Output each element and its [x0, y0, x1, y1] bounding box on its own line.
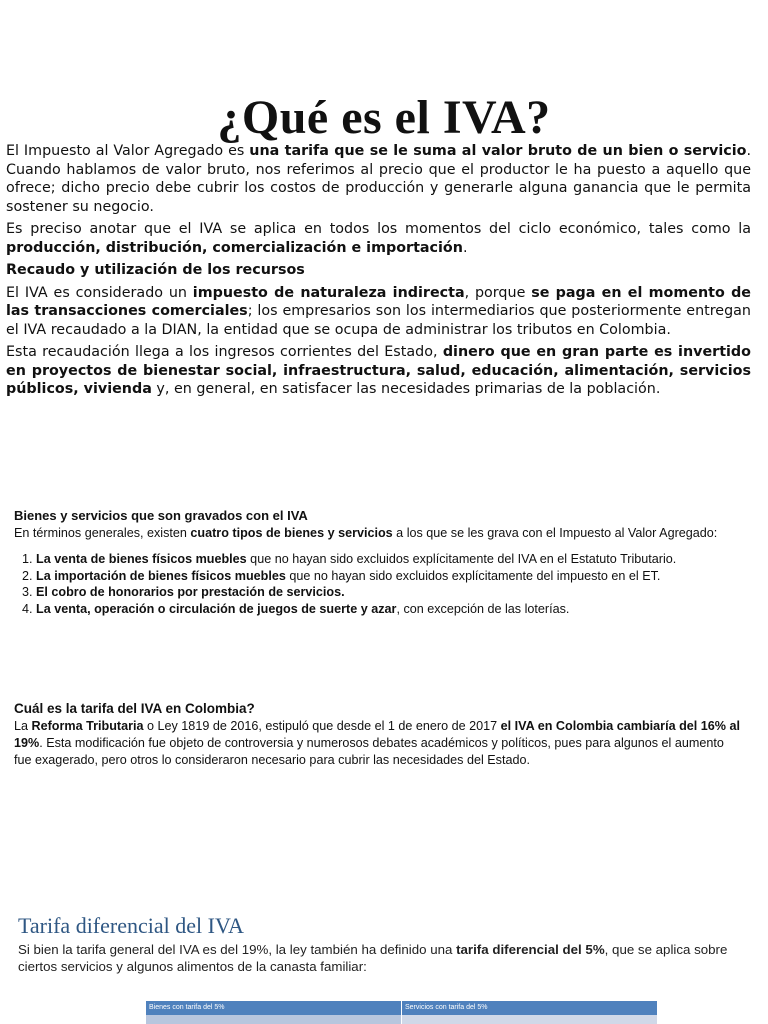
- list-item: 3. El cobro de honorarios por prestación de servicios.: [36, 584, 744, 601]
- bienes-heading: Bienes y servicios que son gravados con el IVA: [14, 508, 308, 523]
- tarifa-heading: Cuál es la tarifa del IVA en Colombia?: [14, 701, 255, 716]
- tarifa-table: [146, 1001, 658, 1024]
- recaudo-heading: Recaudo y utilización de los recursos: [6, 262, 305, 278]
- tarifa-paragraph: La Reforma Tributaria o Ley 1819 de 2016, estipuló que desde el 1 de enero de 2017 el IVA en Colombia cambiaría del 16% al 19%. Esta modificación fue objeto de controversia y numerosos debates académicos y políticos, pues para algunos el aumento fue exagerado, pero otros lo consideraron necesario para cubrir las necesidades del Estado.: [14, 719, 740, 767]
- list-item: 4. La venta, operación o circulación de juegos de suerte y azar, con excepción de las loterías.: [36, 601, 744, 618]
- intro-section: [6, 142, 751, 403]
- table-header-bienes: Bienes con tarifa del 5%: [146, 1001, 402, 1015]
- intro-paragraph-2: Es preciso anotar que el IVA se aplica en todos los momentos del ciclo económico, tales como la producción, distribución, comercialización e importación.: [6, 221, 751, 256]
- table-header-servicios: Servicios con tarifa del 5%: [402, 1001, 658, 1015]
- bienes-section: [14, 508, 744, 617]
- table-row: [146, 1015, 658, 1024]
- table-header-row: [146, 1001, 658, 1015]
- list-item: 2. La importación de bienes físicos muebles que no hayan sido excluidos explícitamente del impuesto en el ET.: [36, 568, 744, 585]
- intro-paragraph-3: El IVA es considerado un impuesto de naturaleza indirecta, porque se paga en el momento de las transacciones comerciales; los empresarios son los intermediarios que posteriormente entregan el IVA recaudado a la DIAN, la entidad que se ocupa de administrar los tributos en Colombia.: [6, 284, 751, 338]
- bienes-list: [14, 551, 744, 617]
- table-cell: [402, 1015, 658, 1024]
- intro-paragraph-1: El Impuesto al Valor Agregado es una tarifa que se le suma al valor bruto de un bien o servicio. Cuando hablamos de valor bruto, nos referimos al precio que el productor le ha puesto a aquello que ofrece; dicho precio debe cubrir los costos de producción y generarle alguna ganancia que le permita sostener su negocio.: [6, 143, 752, 215]
- diferencial-heading: Tarifa diferencial del IVA: [18, 913, 244, 938]
- list-item: 1. La venta de bienes físicos muebles que no hayan sido excluidos explícitamente del IVA en el Estatuto Tributario.: [36, 551, 744, 568]
- page-title: ¿Qué es el IVA?: [217, 91, 551, 145]
- tarifa-section: [14, 700, 744, 769]
- diferencial-paragraph: Si bien la tarifa general del IVA es del 19%, la ley también ha definido una tarifa diferencial del 5%, que se aplica sobre ciertos servicios y algunos alimentos de la canasta familiar:: [18, 942, 728, 974]
- intro-paragraph-4: Esta recaudación llega a los ingresos corrientes del Estado, dinero que en gran parte es invertido en proyectos de bienestar social, infraestructura, salud, educación, alimentación, servicios públicos, vivienda y, en general, en satisfacer las necesidades primarias de la población.: [6, 344, 751, 397]
- bienes-intro: En términos generales, existen cuatro tipos de bienes y servicios a los que se les grava con el Impuesto al Valor Agregado:: [14, 525, 718, 540]
- table-cell: [146, 1015, 402, 1024]
- diferencial-section: [18, 913, 753, 975]
